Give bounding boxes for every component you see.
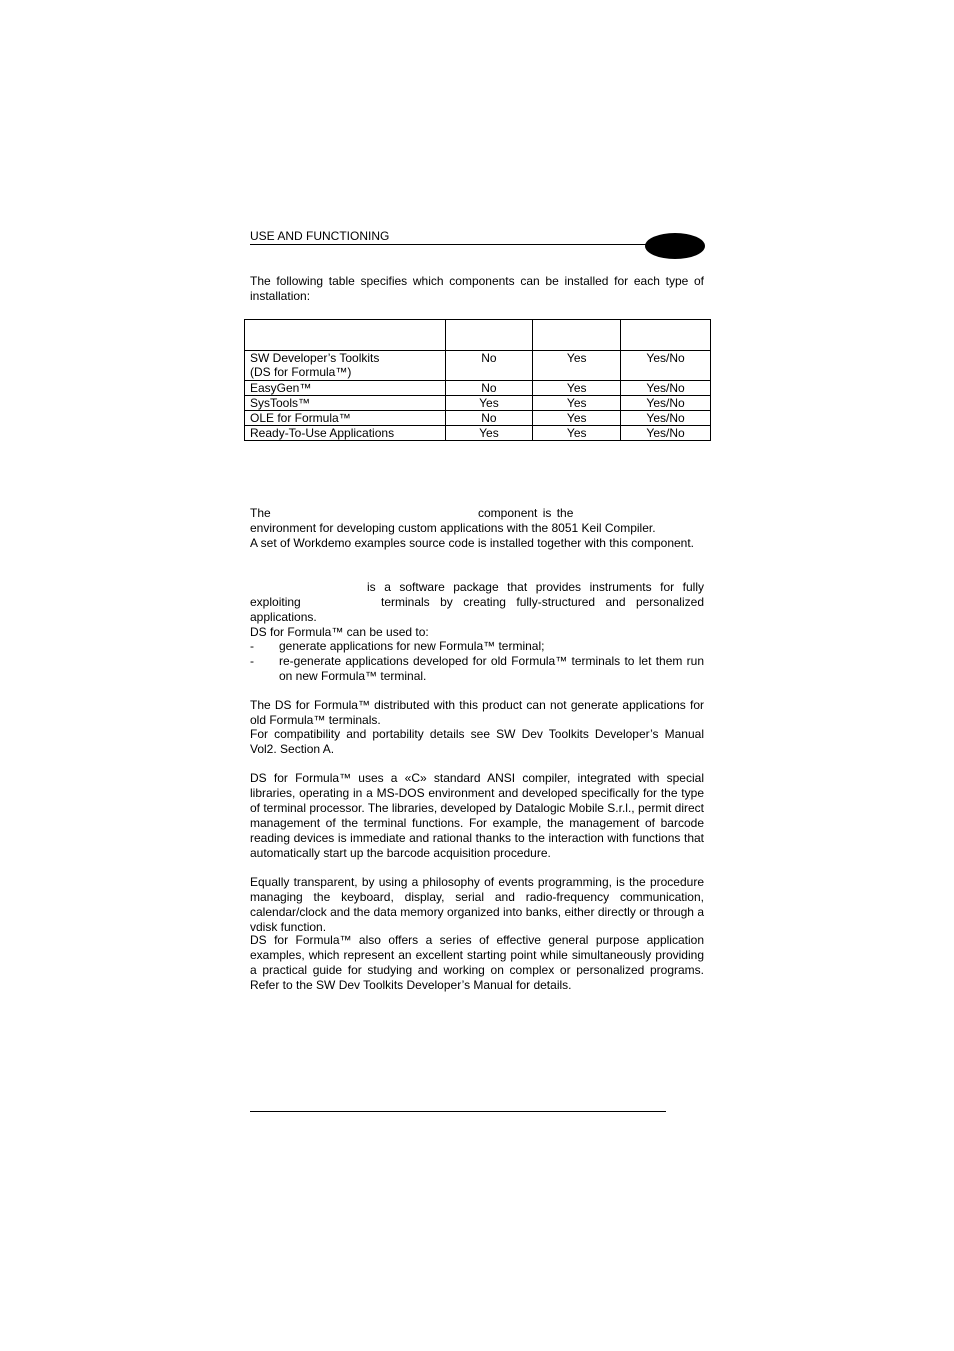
component-name-line: (DS for Formula™) <box>250 365 352 379</box>
table-cell: No <box>445 351 533 381</box>
table-row <box>245 396 711 411</box>
table-header-cell <box>445 320 533 351</box>
chapter-tab-marker <box>645 233 705 259</box>
component-description-rest: environment for developing custom applications with the 8051 Keil Compiler. <box>250 521 656 535</box>
component-name-line: SW Developer’s Toolkits <box>250 351 380 365</box>
usage-list-container <box>250 639 704 684</box>
table-cell: Yes <box>445 426 533 441</box>
footer-rule <box>250 1111 666 1112</box>
table-cell: Yes <box>533 396 621 411</box>
list-item: - re-generate applications developed for old Formula™ terminals to let them run on new Formula™ terminal. <box>250 654 704 684</box>
table-row <box>245 381 711 396</box>
compatibility-note: For compatibility and portability details see SW Dev Toolkits Developer’s Manual Vol2. Section A. <box>250 727 704 756</box>
table-cell: Yes <box>533 351 621 381</box>
section-header-title: USE AND FUNCTIONING <box>250 229 390 243</box>
component-name-cell: EasyGen™ <box>245 381 446 396</box>
table-cell: Yes/No <box>621 411 711 426</box>
usage-list <box>250 639 704 684</box>
compiler-paragraph: DS for Formula™ uses a «C» standard ANSI compiler, integrated with special libraries, operating in a MS-DOS environment and developed specifically for the type of terminal processor. The libraries, developed by Datalogic Mobile S.r.l., permit direct management of the terminal functions. For example, the management of barcode reading devices is immediate and rational thanks to the interaction with functions that automatically start up the barcode acquisition procedure. <box>250 771 704 860</box>
table-cell: No <box>445 381 533 396</box>
package-line <box>250 580 704 595</box>
table-header-cell <box>533 320 621 351</box>
table-row <box>245 411 711 426</box>
exploiting-line <box>250 595 704 610</box>
table-cell: Yes/No <box>621 351 711 381</box>
text-fragment: exploiting <box>250 595 301 609</box>
component-line <box>250 506 704 521</box>
table-cell: Yes <box>533 426 621 441</box>
text-fragment: terminals by creating fully-structured and personalized <box>381 595 704 609</box>
table-cell: No <box>445 411 533 426</box>
text-fragment: The <box>250 506 271 520</box>
table-row <box>245 426 711 441</box>
events-paragraph: Equally transparent, by using a philosophy of events programming, is the procedure managing the keyboard, display, serial and radio-frequency communication, calendar/clock and the data memory organized into banks, either directly or through a vdisk function. <box>250 875 704 934</box>
table-row <box>245 351 711 381</box>
components-table <box>244 319 711 441</box>
table-cell: Yes/No <box>621 381 711 396</box>
table-cell: Yes/No <box>621 426 711 441</box>
usage-intro: DS for Formula™ can be used to: <box>250 625 429 639</box>
header-rule <box>250 244 654 245</box>
component-name-cell <box>245 351 446 381</box>
component-name-cell: SysTools™ <box>245 396 446 411</box>
table-header-cell <box>621 320 711 351</box>
distribution-note: The DS for Formula™ distributed with this product can not generate applications for old Formula™ terminals. <box>250 698 704 727</box>
applications-word: applications. <box>250 610 317 624</box>
list-item: - generate applications for new Formula™ terminal; <box>250 639 704 654</box>
table-cell: Yes <box>533 411 621 426</box>
table-header-row <box>245 320 711 351</box>
table-header-cell <box>245 320 446 351</box>
text-fragment: component is the <box>478 506 574 520</box>
table-intro-paragraph: The following table specifies which components can be installed for each type of installation: <box>250 274 704 303</box>
examples-paragraph: DS for Formula™ also offers a series of effective general purpose application examples, which represent an excellent starting point while simultaneously providing a practical guide for studying and working on complex or personalized programs. Refer to the SW Dev Toolkits Developer’s Manual for details. <box>250 933 704 992</box>
component-name-cell: Ready-To-Use Applications <box>245 426 446 441</box>
table-cell: Yes <box>445 396 533 411</box>
component-name-cell: OLE for Formula™ <box>245 411 446 426</box>
text-fragment: is a software package that provides instruments for fully <box>367 580 704 594</box>
table-cell: Yes/No <box>621 396 711 411</box>
table-cell: Yes <box>533 381 621 396</box>
workdemo-paragraph: A set of Workdemo examples source code is installed together with this component. <box>250 536 695 550</box>
